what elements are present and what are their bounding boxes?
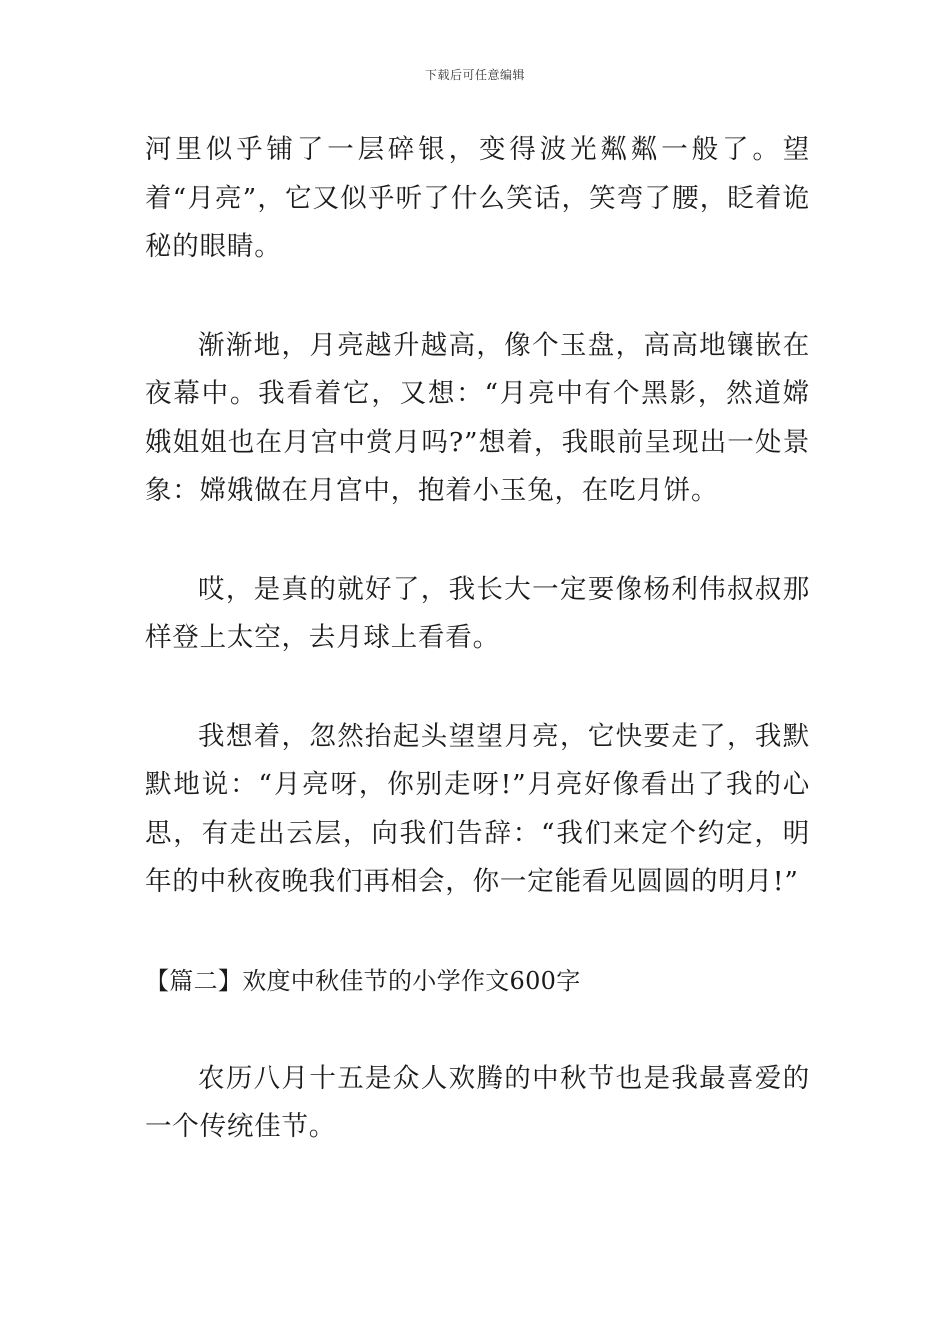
paragraph-4: 我想着，忽然抬起头望望月亮，它快要走了，我默默地说：“月亮呀，你别走呀!”月亮好像看出了我的心思，有走出云层，向我们告辞：“我们来定个约定，明年的中秋夜晚我们再相会，你一定能看见圆圆的明月!” [145, 720, 810, 897]
paragraph-1: 河里似乎铺了一层碎银，变得波光粼粼一般了。望着“月亮”，它又似乎听了什么笑话，笑弯了腰，眨着诡秘的眼睛。 [145, 134, 810, 262]
paragraph-3: 哎，是真的就好了，我长大一定要像杨利伟叔叔那样登上太空，去月球上看看。 [145, 573, 810, 653]
paragraph-spacer [145, 1005, 810, 1055]
paragraph-spacer [145, 907, 810, 957]
paragraph-5: 农历八月十五是众人欢腾的中秋节也是我最喜爱的一个传统佳节。 [145, 1062, 810, 1142]
page-header-note: 下载后可任意编辑 [424, 68, 525, 82]
paragraph-spacer [145, 516, 810, 566]
document-body [145, 126, 810, 1152]
paragraph-spacer [145, 272, 810, 322]
paragraph-spacer [145, 663, 810, 713]
section-heading: 【篇二】欢度中秋佳节的小学作文600字 [145, 966, 581, 995]
paragraph-2: 渐渐地，月亮越升越高，像个玉盘，高高地镶嵌在夜幕中。我看着它，又想：“月亮中有个黑影，然道嫦娥姐姐也在月宫中赏月吗?”想着，我眼前呈现出一处景象：嫦娥做在月宫中，抱着小玉兔，在吃月饼。 [145, 329, 810, 506]
